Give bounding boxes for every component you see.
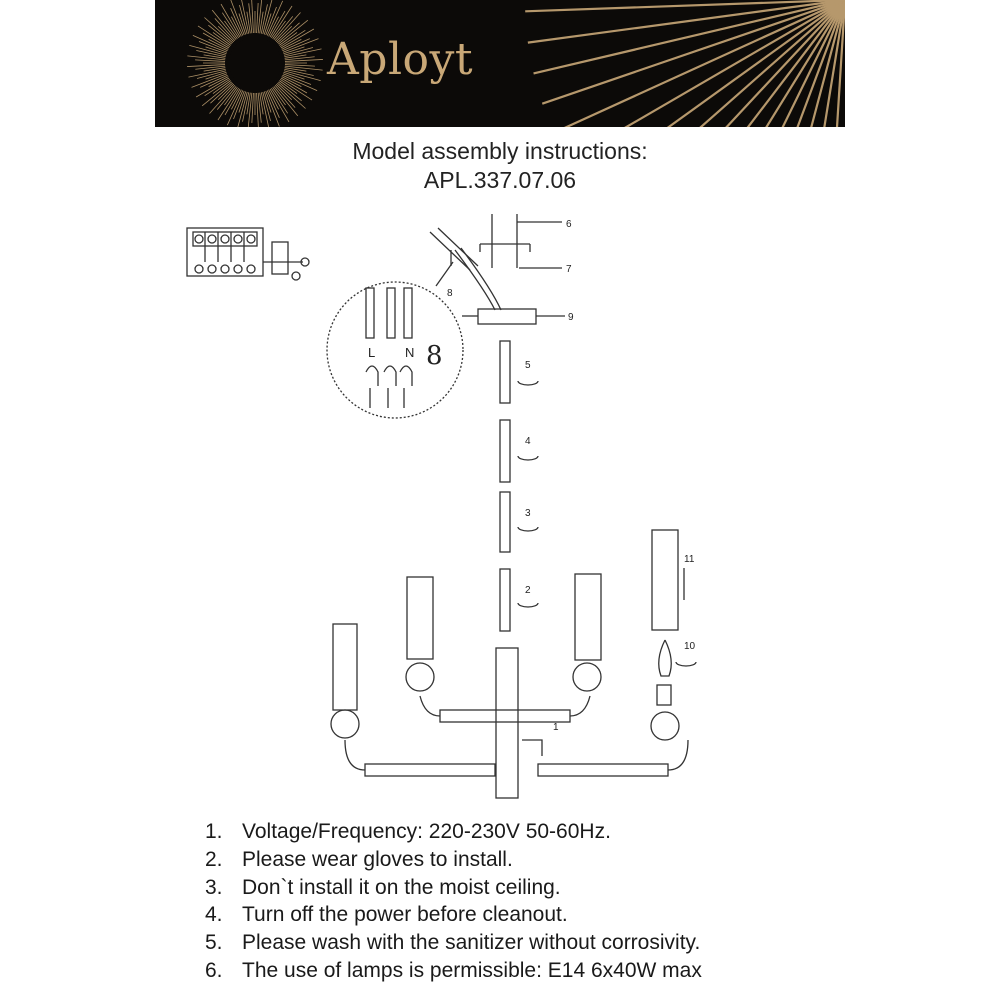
brand-logo-text: Aployt bbox=[327, 34, 474, 85]
list-item: 5. Please wash with the sanitizer without corrosivity. bbox=[205, 931, 701, 955]
list-item: 2. Please wear gloves to install. bbox=[205, 847, 513, 871]
detail-number: 8 bbox=[426, 341, 443, 371]
part-label-9: 9 bbox=[568, 312, 574, 323]
lamp-shades bbox=[331, 530, 679, 740]
list-item: 1. Voltage/Frequency: 220-230V 50-60Hz. bbox=[205, 820, 611, 843]
part-label-10: 10 bbox=[684, 641, 696, 652]
wiring-detail-circle bbox=[327, 262, 463, 418]
list-item: 3. Don`t install it on the moist ceiling. bbox=[205, 875, 561, 899]
neutral-label: N bbox=[405, 345, 415, 360]
list-item: 6. The use of lamps is permissible: E14 6x40W max bbox=[205, 958, 702, 982]
part-label-1: 1 bbox=[553, 722, 559, 733]
terminal-block-drawing bbox=[187, 228, 309, 280]
part-label-11: 11 bbox=[684, 554, 695, 565]
part-label-5: 5 bbox=[525, 360, 531, 371]
part-label-3: 3 bbox=[525, 508, 531, 519]
part-label-4: 4 bbox=[525, 436, 531, 447]
brand-banner bbox=[155, 0, 845, 127]
live-label: L bbox=[368, 345, 376, 360]
chandelier-frame bbox=[345, 648, 688, 798]
part-label-6: 6 bbox=[566, 219, 572, 230]
document-title: Model assembly instructions: bbox=[352, 138, 648, 164]
model-number: APL.337.07.06 bbox=[423, 167, 577, 193]
assembly-diagram bbox=[0, 200, 1000, 800]
part-label-7: 7 bbox=[566, 264, 572, 275]
part-label-8: 8 bbox=[447, 288, 453, 299]
safety-notes-list bbox=[205, 818, 702, 985]
sunburst-graphic bbox=[155, 0, 845, 127]
part-label-2: 2 bbox=[525, 585, 531, 596]
center-rods bbox=[500, 341, 538, 631]
canopy-drawing bbox=[430, 214, 565, 324]
list-item: 4. Turn off the power before cleanout. bbox=[205, 903, 568, 927]
